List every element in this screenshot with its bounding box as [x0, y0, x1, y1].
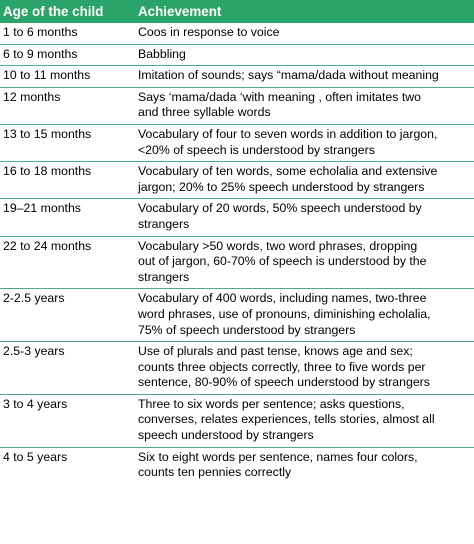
age-cell: 13 to 15 months: [0, 124, 132, 161]
table-row: [0, 289, 474, 342]
table-row: [0, 87, 474, 124]
age-cell: 1 to 6 months: [0, 23, 132, 44]
age-cell: 4 to 5 years: [3, 449, 68, 464]
achievement-cell: Vocabulary of ten words, some echolalia and extensive jargon; 20% to 25% speech understood by strangers: [132, 162, 474, 199]
table-row: [0, 447, 474, 484]
table-row: [0, 124, 474, 161]
age-cell: 6 to 9 months: [0, 44, 132, 66]
header-achievement: Achievement: [132, 0, 474, 23]
table-row: [0, 394, 474, 447]
header-row: [0, 0, 474, 23]
age-cell: 19–21 months: [0, 199, 132, 236]
achievement-cell: Use of plurals and past tense, knows age and sex; counts three objects correctly, three to five words per sentence, 80-90% of speech understood by strangers: [132, 342, 474, 395]
age-cell: 3 to 4 years: [0, 394, 132, 447]
table-row: [0, 342, 474, 395]
age-cell: 22 to 24 months: [0, 236, 132, 289]
table-row: [0, 162, 474, 199]
table-row: [0, 236, 474, 289]
age-cell: 16 to 18 months: [0, 162, 132, 199]
table-body: [0, 23, 474, 484]
age-cell: 12 months: [0, 87, 132, 124]
achievement-cell: Imitation of sounds; says “mama/dada without meaning: [132, 66, 474, 88]
table-row: [0, 23, 474, 44]
table-row: [0, 66, 474, 88]
achievement-cell: Vocabulary of 20 words, 50% speech understood by strangers: [132, 199, 474, 236]
age-cell: 2-2.5 years: [0, 289, 132, 342]
table-row: [0, 44, 474, 66]
achievement-cell: Six to eight words per sentence, names four colors, counts ten pennies correctly: [138, 449, 418, 480]
achievement-cell: Three to six words per sentence; asks questions, converses, relates experiences, tells stories, almost all speech understood by strangers: [132, 394, 474, 447]
achievement-cell: Coos in response to voice: [132, 23, 474, 44]
achievement-cell: Babbling: [132, 44, 474, 66]
achievement-cell: Vocabulary >50 words, two word phrases, dropping out of jargon, 60-70% of speech is understood by the strangers: [132, 236, 474, 289]
age-cell: 10 to 11 months: [0, 66, 132, 88]
age-cell: 2.5-3 years: [0, 342, 132, 395]
achievement-cell: Says ‘mama/dada ‘with meaning , often imitates two and three syllable words: [132, 87, 474, 124]
achievement-cell: Vocabulary of four to seven words in addition to jargon, <20% of speech is understood by strangers: [132, 124, 474, 161]
table-header: [0, 0, 474, 23]
achievement-cell: Vocabulary of 400 words, including names, two-three word phrases, use of pronouns, diminishing echolalia, 75% of speech understood by strangers: [132, 289, 474, 342]
header-age: Age of the child: [0, 0, 132, 23]
table-row: [0, 199, 474, 236]
